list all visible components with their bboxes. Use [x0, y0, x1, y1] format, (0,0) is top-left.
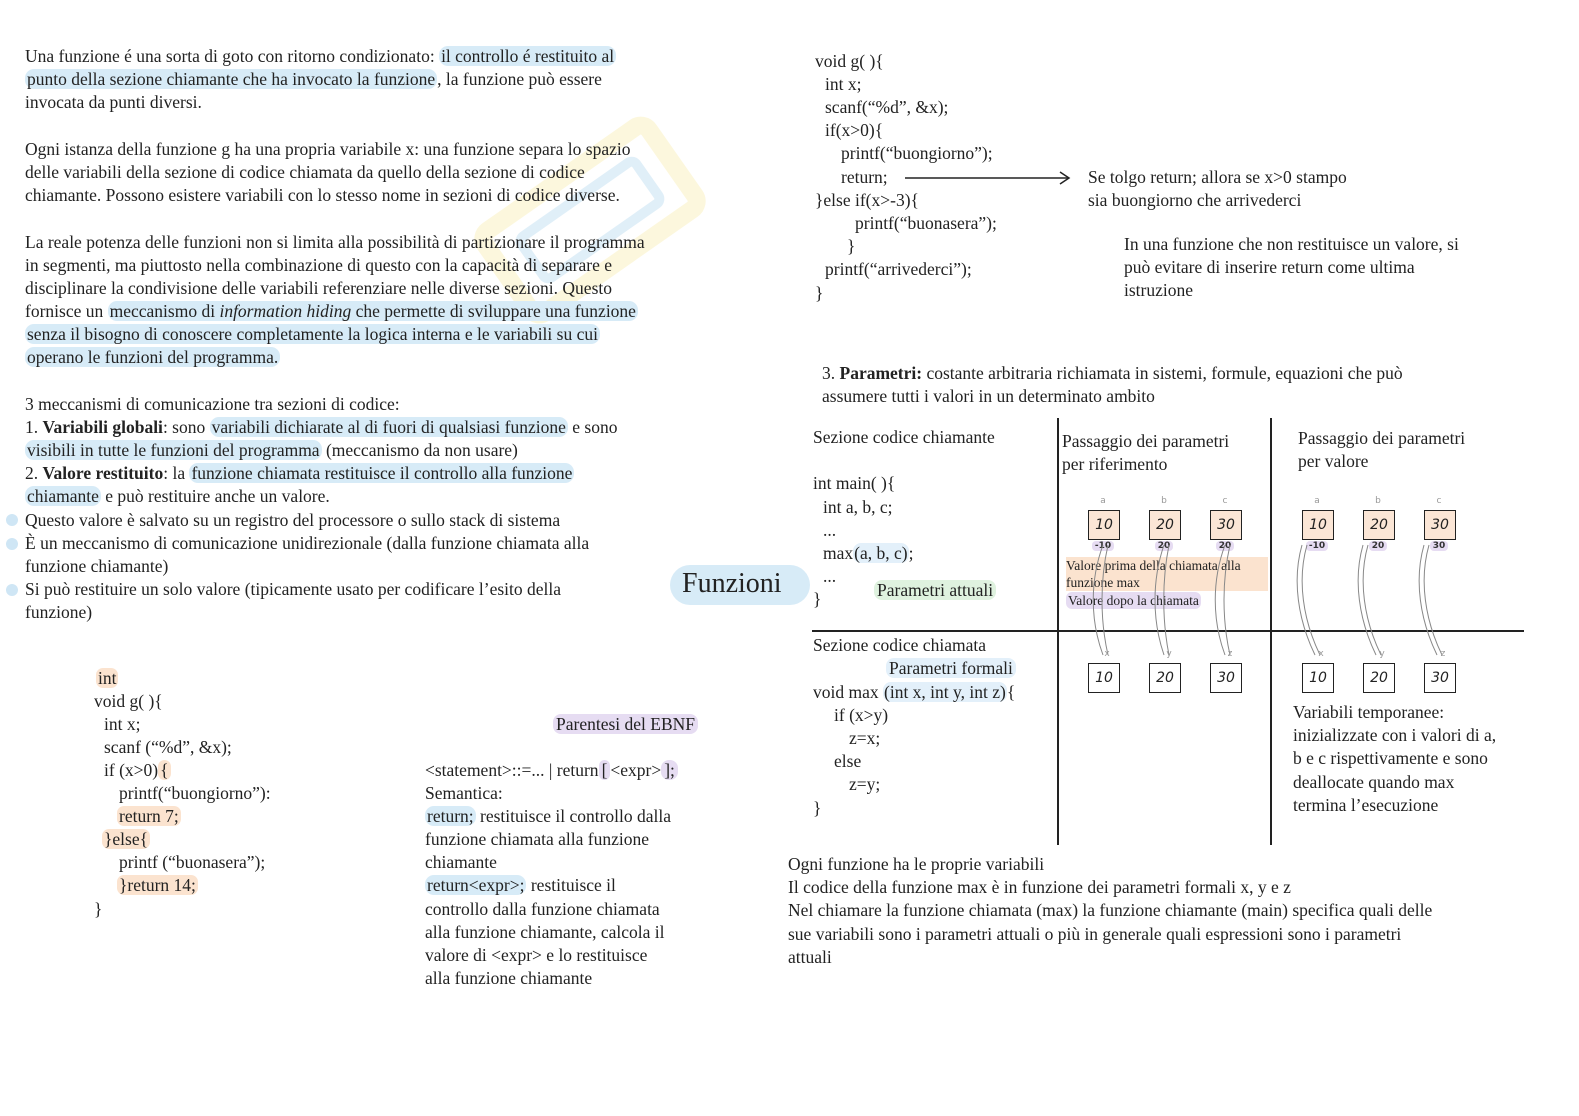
- by-value-title-line1: Passaggio dei parametri: [1298, 428, 1466, 448]
- code-line: int x;: [104, 714, 141, 734]
- scope-paragraph-line2: delle variabili della sezione di codice chiamata da quello della sezione di codice: [25, 162, 585, 182]
- temp-vars-line3: b e c rispettivamente e sono: [1293, 748, 1488, 768]
- power-paragraph-line4: fornisce un meccanismo di information hiding che permette di sviluppare una funzione: [25, 301, 636, 321]
- mechanism-global-line2: visibili in tutte le funzioni del programma (meccanismo da non usare): [27, 440, 518, 460]
- code-line: scanf (“%d”, &x);: [104, 737, 232, 757]
- parameters-heading-line2: assumere tutti i valori in un determinato ambito: [822, 386, 1155, 406]
- code-line: void g( ){: [94, 691, 163, 711]
- before-call-note: Valore prima della chiamata alla funzione max: [1066, 557, 1268, 591]
- after-value: -10: [1302, 541, 1332, 551]
- memory-cell-y: 20: [1363, 663, 1395, 693]
- code-line: }: [815, 283, 824, 303]
- memory-cell-a: 10: [1302, 510, 1334, 540]
- memory-cell-y: 20: [1149, 663, 1181, 693]
- memory-cell-x: 10: [1302, 663, 1334, 693]
- caller-section-title: Sezione codice chiamante: [813, 427, 995, 447]
- temp-vars-line4: deallocate quando max: [1293, 772, 1455, 792]
- void-note-line3: istruzione: [1124, 280, 1194, 300]
- code-line: }return 14;: [119, 875, 196, 895]
- code-line: }else{: [104, 829, 149, 849]
- var-label: a: [1100, 496, 1106, 506]
- var-label: y: [1379, 649, 1385, 659]
- power-paragraph-line1: La reale potenza delle funzioni non si limita alla possibilità di partizionare il programma: [25, 232, 645, 252]
- code-line: else: [834, 751, 862, 771]
- code-line: }: [847, 236, 856, 256]
- code-line: max(a, b, c);: [823, 543, 914, 563]
- bullet-dot: [6, 514, 18, 526]
- var-label: a: [1314, 496, 1320, 506]
- power-paragraph-line3: disciplinare la condivisione delle variabili referenziare nelle diverse sezioni. Questo: [25, 278, 612, 298]
- code-line: }: [813, 589, 822, 609]
- code-line: void max (int x, int y, int z){: [813, 682, 1016, 702]
- memory-cell-z: 30: [1424, 663, 1456, 693]
- code-line: printf(“arrivederci”);: [825, 259, 972, 279]
- code-line: if (x>y): [834, 705, 889, 725]
- ebnf-return-expr-line3: alla funzione chiamante, calcola il: [425, 922, 665, 942]
- by-reference-title-line1: Passaggio dei parametri: [1062, 431, 1230, 451]
- footer-line1: Ogni funzione ha le proprie variabili: [788, 854, 1045, 874]
- temp-vars-line5: termina l’esecuzione: [1293, 795, 1439, 815]
- code-line: z=x;: [849, 728, 881, 748]
- var-label: z: [1227, 649, 1233, 659]
- var-label: y: [1166, 649, 1172, 659]
- actual-params-label: Parametri attuali: [874, 579, 996, 602]
- formal-params-label: Parametri formali: [886, 657, 1016, 680]
- var-label: b: [1375, 496, 1381, 506]
- bullet-single-value-line1: Si può restituire un solo valore (tipicamente usato per codificare l’esito della: [25, 579, 562, 599]
- ebnf-return-expr-line4: valore di <expr> e lo restituisce: [425, 945, 648, 965]
- memory-cell-b: 20: [1363, 510, 1395, 540]
- mechanism-return-line2: chiamante e può restituire anche un valore.: [27, 486, 330, 506]
- ebnf-syntax: <statement>::=... | return [ <expr> ];: [425, 759, 678, 782]
- ebnf-label: Parentesi del EBNF: [553, 713, 698, 736]
- by-reference-title-line2: per riferimento: [1062, 454, 1168, 474]
- code-line: if (x>0) {: [104, 760, 169, 780]
- code-line: scanf(“%d”, &x);: [825, 97, 949, 117]
- parameters-heading: 3. Parametri: costante arbitraria richiamata in sistemi, formule, equazioni che può: [822, 363, 1403, 383]
- var-label: x: [1318, 649, 1324, 659]
- code-line: int a, b, c;: [823, 497, 893, 517]
- memory-cell-x: 10: [1088, 663, 1120, 693]
- power-paragraph-line6: operano le funzioni del programma.: [27, 347, 279, 367]
- code-line: printf(“buongiorno”):: [119, 783, 271, 803]
- code-line: }else if(x>-3){: [815, 190, 919, 210]
- ebnf-return-expr-line1: return<expr>; restituisce il: [427, 875, 616, 895]
- after-call-note: Valore dopo la chiamata: [1068, 593, 1199, 608]
- code-line: printf(“buonasera”);: [855, 213, 997, 233]
- code-line: z=y;: [849, 774, 881, 794]
- mechanism-global-line1: 1. Variabili globali: sono variabili dichiarate al di fuori di qualsiasi funzione e sono: [25, 417, 618, 437]
- bullet-dot: [6, 538, 18, 550]
- ebnf-return-line2: funzione chiamata alla funzione: [425, 829, 649, 849]
- after-value: -10: [1088, 541, 1118, 551]
- after-value: 20: [1363, 541, 1393, 551]
- parameter-link-arrows: [1070, 540, 1520, 665]
- code-line: return 7;: [119, 806, 179, 826]
- var-label: z: [1440, 649, 1446, 659]
- code-line: printf(“buongiorno”);: [841, 143, 993, 163]
- after-value: 30: [1424, 541, 1454, 551]
- memory-cell-z: 30: [1210, 663, 1242, 693]
- var-label: c: [1222, 496, 1228, 506]
- power-paragraph-line2: in segmenti, ma piuttosto nella combinazione di questo con la capacità di separare e: [25, 255, 613, 275]
- arrow-icon: [900, 168, 1075, 188]
- return-note-line1: Se tolgo return; allora se x>0 stampo: [1088, 167, 1347, 187]
- ebnf-return-line1: return; restituisce il controllo dalla: [427, 806, 672, 826]
- code-line: }: [813, 798, 822, 818]
- intro-paragraph-line1: Una funzione é una sorta di goto con ritorno condizionato: il controllo é restituito al: [25, 46, 615, 66]
- var-label: b: [1161, 496, 1167, 506]
- footer-line4: sue variabili sono i parametri attuali o più in generale quali espressioni sono i parametri: [788, 924, 1402, 944]
- after-value: 20: [1149, 541, 1179, 551]
- temp-vars-line2: inizializzate con i valori di a,: [1293, 725, 1497, 745]
- scope-paragraph-line1: Ogni istanza della funzione g ha una propria variabile x: una funzione separa lo spazio: [25, 139, 631, 159]
- mechanism-return-line1: 2. Valore restituito: la funzione chiamata restituisce il controllo alla funzione: [25, 463, 573, 483]
- intro-paragraph-line3: invocata da punti diversi.: [25, 92, 202, 112]
- code-line: void g( ){: [815, 51, 884, 71]
- bullet-single-value-line2: funzione): [25, 602, 93, 622]
- scope-paragraph-line3: chiamante. Possono esistere variabili con lo stesso nome in sezioni di codice diverse.: [25, 185, 620, 205]
- temp-vars-line1: Variabili temporanee:: [1293, 702, 1445, 722]
- by-value-title-line2: per valore: [1298, 451, 1369, 471]
- code-line: printf (“buonasera”);: [119, 852, 266, 872]
- memory-cell-b: 20: [1149, 510, 1181, 540]
- page-title: Funzioni: [682, 568, 782, 599]
- footer-line5: attuali: [788, 947, 832, 967]
- footer-line2: Il codice della funzione max è in funzione dei parametri formali x, y e z: [788, 877, 1291, 897]
- code-line: if(x>0){: [825, 120, 884, 140]
- code-line: int: [98, 668, 117, 688]
- ebnf-return-expr-line5: alla funzione chiamante: [425, 968, 593, 988]
- var-label: x: [1104, 649, 1110, 659]
- ebnf-return-expr-line2: controllo dalla funzione chiamata: [425, 899, 660, 919]
- intro-paragraph-line2: punto della sezione chiamante che ha invocato la funzione , la funzione può essere: [27, 69, 602, 89]
- ebnf-semantics-title: Semantica:: [425, 783, 503, 803]
- code-line: int x;: [825, 74, 862, 94]
- ebnf-return-line3: chiamante: [425, 852, 497, 872]
- mechanisms-title: 3 meccanismi di comunicazione tra sezioni di codice:: [25, 394, 400, 414]
- bullet-unidirectional-line2: funzione chiamante): [25, 556, 169, 576]
- footer-line3: Nel chiamare la funzione chiamata (max) la funzione chiamante (main) specifica quali delle: [788, 900, 1433, 920]
- code-line: ...: [823, 566, 837, 586]
- bullet-unidirectional-line1: È un meccanismo di comunicazione unidirezionale (dalla funzione chiamata alla: [25, 533, 590, 553]
- code-line: ...: [823, 520, 837, 540]
- var-label: c: [1436, 496, 1442, 506]
- memory-cell-c: 30: [1424, 510, 1456, 540]
- code-line: return;: [841, 167, 888, 187]
- void-note-line1: In una funzione che non restituisce un valore, si: [1124, 234, 1459, 254]
- memory-cell-a: 10: [1088, 510, 1120, 540]
- callee-section-title: Sezione codice chiamata: [813, 635, 986, 655]
- code-line: }: [94, 899, 103, 919]
- bullet-dot: [6, 584, 18, 596]
- power-paragraph-line5: senza il bisogno di conoscere completamente la logica interna e le variabili su cui: [27, 324, 598, 344]
- bullet-register: Questo valore è salvato su un registro del processore o sullo stack di sistema: [25, 510, 561, 530]
- memory-cell-c: 30: [1210, 510, 1242, 540]
- void-note-line2: può evitare di inserire return come ultima: [1124, 257, 1415, 277]
- code-line: int main( ){: [813, 473, 896, 493]
- return-note-line2: sia buongiorno che arrivederci: [1088, 190, 1302, 210]
- after-value: 20: [1210, 541, 1240, 551]
